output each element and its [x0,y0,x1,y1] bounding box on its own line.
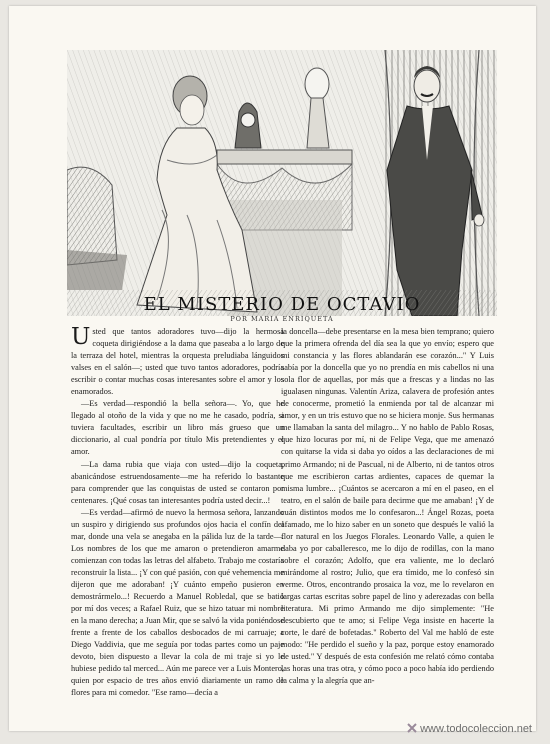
victorian-parlor-illustration [67,50,497,316]
article-column-left [71,326,284,699]
article-paragraph: —La dama rubia que viaja con usted—dijo la coqueta, abanicándose estruendosamente—me ha referido lo bastante para comprender que las conquistas de usted se contaron por centenares. ¡Qué cosas tan interesantes podría usted decir...! [71,459,284,505]
magazine-page [9,6,536,731]
article-paragraph: —Es verdad—respondió la bella señora—. Yo, que he llegado al otoño de la vida y que no me he casado, podría, si tuviera facultades, escribir un libro más grueso que un diccionario, al cual pondría por título Mis pretendientes y el amor. [71,399,284,457]
article-illustration [67,50,497,316]
article-paragraph: —Es verdad—afirmó de nuevo la hermosa señora, lanzando un suspiro y dirigiendo sus profundos ojos hacia el confín del mar, donde una vela se anegaba en la pálida luz de la tarde—. Los nombres de los que me amaron o pretendieron amarme comienzan con todas las letras del alfabeto. Trabajo me costaría reconstruir la lista... ¡Y con qué pasión, con qué vehemencia me dijeron que me adoraban! ¡Y cuánto empeño pusieron en demostrármelo...! Recuerdo a Manuel Robledal, que se batió por mí dos veces; a Rafael Ruiz, que se hizo tatuar mi nombre en la mano derecha; a Juan Mir, que se salvó la vida poniéndose frente a frente de los caballos desbocados de mi carruaje; a Diego Vaddivia, que me seguía por todas partes como un paje devoto, bien dispuesto a llevar la cola de mi traje si yo le hubiese pedido tal merced... Aún me parece ver a Luis Montero, quien por espacio de tres años envió diariamente un ramo de flores para mi comedor. "Ese ramo—decía a [71,507,284,698]
article-title: EL MISTERIO DE OCTAVIO [143,294,421,315]
drop-cap: U [71,324,91,350]
article-column-right [281,326,494,687]
article-paragraph: la doncella—debe presentarse en la mesa bien temprano; quiero que la primera ofrenda del día sea la que yo envío; espero que mi constancia y las flores ablandarán ese corazón..." Y Luis sabía por la doncella que yo no prendía en mis cabellos ni una sola flor de aquellas, por más que a frescas y a lindas no las igualasen ningunas. Valentín Ariza, calavera de profesión antes de conocerme, prometió la enmienda por tal de alcanzar mi amor, y en un tris estuvo que no se hiciera monje. Sus hermanas me llamaban la santa del milagro... Y no hablo de Pablo Rosas, que hizo locuras por mí, ni de Felipe Vega, que me amenazó con quitarse la vida si daba yo oídos a las declaraciones de mi primo Armando; ni de Pascual, ni de Alberto, ni de tantos otros que me escribieron cartas ardientes, capaces de quemar la misma lumbre... ¡Cuántos se acercaron a mí en el paseo, en el teatro, en el salón de baile para decirme que me amaban! ¡Y de cuán distintos modos me lo confesaron...! Ángel Rozas, poeta afamado, me lo hizo saber en un soneto que después le valió la flor natural en los Juegos Florales. Leonardo Valle, a quien le daba yo por caballeresco, me lo dijo de rodillas, con la mano sobre el corazón; Adolfo, que era valiente, me lo declaró mirándome al rostro; Julio, que era tímido, me lo confesó sin verme. Otros, encontrando prosaica la voz, me lo revelaron en largas cartas escritas sobre papel de lino y aderezadas con bella literatura. Mi primo Armando me dijo simplemente: "He descubierto que te amo; si Felipe Vega insiste en hacerte la corte, le daré de bofetadas." Roberto del Val me habló de este modo: "He perdido el sueño y la paz, porque estoy enamorado de usted." Y después de esta confesión me relató cómo contaba las horas una tras otra, y cómo poco a poco había ido perdiendo la calma y la alegría que an- [281,327,494,686]
article-byline: POR MARIA ENRIQUETA [230,315,334,323]
site-watermark [406,722,532,735]
watermark-text: www.todocoleccion.net [420,723,532,735]
todocoleccion-logo-icon [406,722,418,734]
article-paragraph: Usted que tantos adoradores tuvo—dijo la hermosa coqueta dirigiéndose a la dama que paseaba a lo largo de la terraza del hotel, mientras la orquesta preludiaba lánguidos valses en el salón—; usted que tuvo tantos adoradores, podría escribir o contar muchas cosas interesantes sobre el amor y los enamorados. [71,324,284,397]
